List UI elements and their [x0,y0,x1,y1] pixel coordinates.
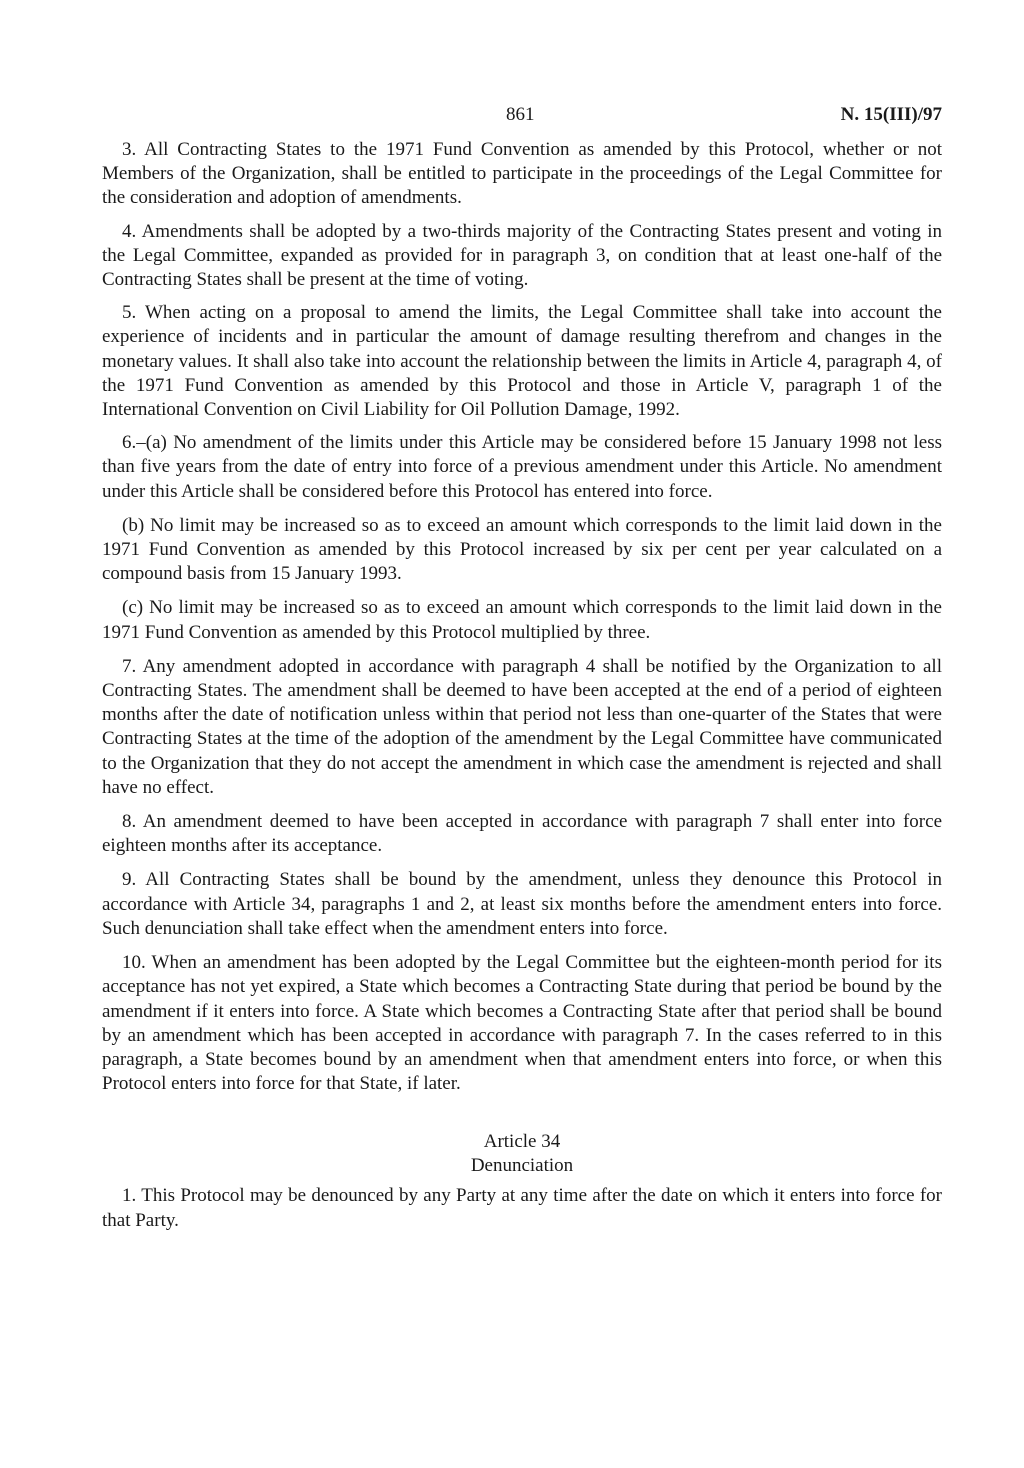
paragraph-3: 3. All Contracting States to the 1971 Fund Convention as amended by this Protocol, whether or not Members of the Organization, shall be entitled to participate in the proceedings of the Legal Committee for the consideration and adoption of amendments. [102,139,942,209]
paragraph-6a: 6.–(a) No amendment of the limits under this Article may be considered before 15 January 1998 not less than five years from the date of entry into force of a previous amendment under this Article. No amendment under this Article shall be considered before this Protocol has entered into force. [102,432,942,502]
document-page [102,100,942,1242]
paragraph-5: 5. When acting on a proposal to amend the limits, the Legal Committee shall take into account the experience of incidents and in particular the amount of damage resulting therefrom and changes in the monetary values. It shall also take into account the relationship between the limits in Article 4, paragraph 4, of the 1971 Fund Convention as amended by this Protocol and those in Article V, paragraph 1 of the International Convention on Civil Liability for Oil Pollution Damage, 1992. [102,302,942,421]
article-number: Article 34 [483,1131,561,1153]
page-number: 861 [506,104,535,125]
paragraph-10: 10. When an amendment has been adopted by the Legal Committee but the eighteen-month period for its acceptance has not yet expired, a State which becomes a Contracting State during that period be bound by the amendment if it enters into force. A State which becomes a Contracting State after that period shall be bound by an amendment which has been accepted in accordance with paragraph 7. In the cases referred to in this paragraph, a State becomes bound by an amendment when that amendment enters into force, or when this Protocol enters into force for that State, if later. [102,952,942,1095]
article-title: Denunciation [470,1155,574,1177]
article-34-paragraph-1: 1. This Protocol may be denounced by any Party at any time after the date on which it enters into force for that Party. [102,1185,942,1231]
paragraph-8: 8. An amendment deemed to have been accepted in accordance with paragraph 7 shall enter into force eighteen months after its acceptance. [102,811,942,857]
document-reference: N. 15(III)/97 [840,104,942,125]
paragraph-4: 4. Amendments shall be adopted by a two-thirds majority of the Contracting States present and voting in the Legal Committee, expanded as provided for in paragraph 3, on condition that at least one-half of the Contracting States shall be present at the time of voting. [102,220,942,291]
article-heading [102,1130,942,1178]
paragraph-7: 7. Any amendment adopted in accordance with paragraph 4 shall be notified by the Organization to all Contracting States. The amendment shall be deemed to have been accepted at the end of a period of eighteen months after the date of notification unless within that period not less than one-quarter of the States that were Contracting States at the time of the adoption of the amendment by the Legal Committee have communicated to the Organization that they do not accept the amendment in which case the amendment is rejected and shall have no effect. [102,655,942,798]
paragraph-9: 9. All Contracting States shall be bound by the amendment, unless they denounce this Protocol in accordance with Article 34, paragraphs 1 and 2, at least six months before the amendment enters into force. Such denunciation shall take effect when the amendment enters into force. [102,869,942,939]
page-header [102,100,942,138]
paragraph-6c: (c) No limit may be increased so as to exceed an amount which corresponds to the limit laid down in the 1971 Fund Convention as amended by this Protocol multiplied by three. [102,597,942,643]
paragraph-6b: (b) No limit may be increased so as to exceed an amount which corresponds to the limit laid down in the 1971 Fund Convention as amended by this Protocol increased by six per cent per year calculated on a compound basis from 15 January 1993. [102,514,942,585]
